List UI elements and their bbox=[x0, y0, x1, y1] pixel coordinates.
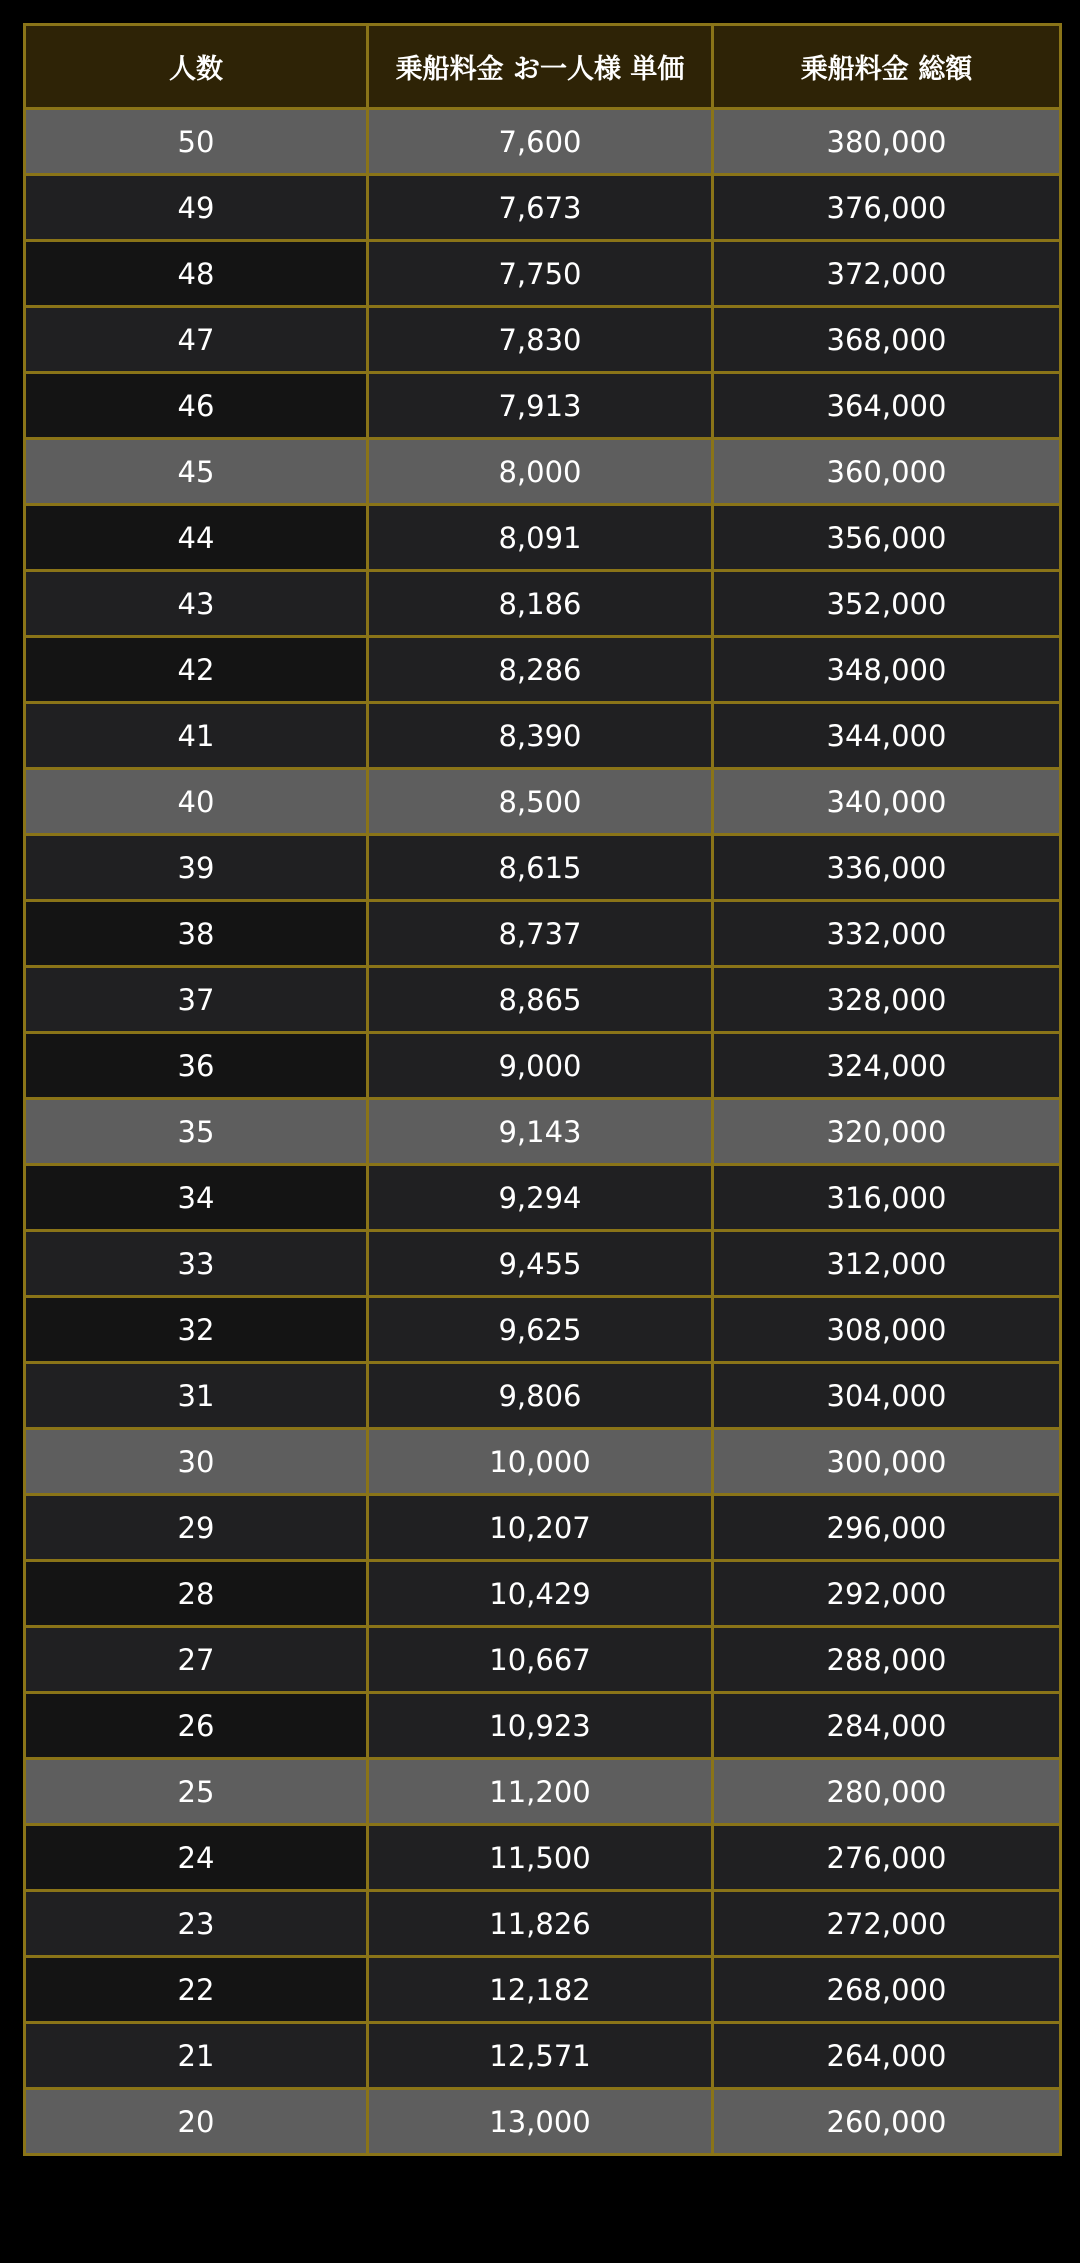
table-row bbox=[25, 637, 1061, 703]
cell-people-count: 29 bbox=[25, 1495, 368, 1561]
cell-unit-price: 7,830 bbox=[368, 307, 713, 373]
cell-people-count: 27 bbox=[25, 1627, 368, 1693]
cell-total-price: 320,000 bbox=[713, 1099, 1061, 1165]
table-row bbox=[25, 1033, 1061, 1099]
cell-unit-price: 10,667 bbox=[368, 1627, 713, 1693]
cell-total-price: 260,000 bbox=[713, 2089, 1061, 2155]
cell-total-price: 296,000 bbox=[713, 1495, 1061, 1561]
cell-total-price: 268,000 bbox=[713, 1957, 1061, 2023]
cell-total-price: 316,000 bbox=[713, 1165, 1061, 1231]
cell-unit-price: 12,571 bbox=[368, 2023, 713, 2089]
cell-total-price: 344,000 bbox=[713, 703, 1061, 769]
cell-total-price: 300,000 bbox=[713, 1429, 1061, 1495]
cell-total-price: 356,000 bbox=[713, 505, 1061, 571]
table-row bbox=[25, 307, 1061, 373]
cell-total-price: 276,000 bbox=[713, 1825, 1061, 1891]
cell-total-price: 368,000 bbox=[713, 307, 1061, 373]
cell-people-count: 45 bbox=[25, 439, 368, 505]
cell-people-count: 38 bbox=[25, 901, 368, 967]
cell-people-count: 50 bbox=[25, 109, 368, 175]
cell-people-count: 22 bbox=[25, 1957, 368, 2023]
cell-unit-price: 8,615 bbox=[368, 835, 713, 901]
cell-people-count: 25 bbox=[25, 1759, 368, 1825]
cell-unit-price: 12,182 bbox=[368, 1957, 713, 2023]
cell-unit-price: 9,625 bbox=[368, 1297, 713, 1363]
cell-unit-price: 8,091 bbox=[368, 505, 713, 571]
table-row bbox=[25, 505, 1061, 571]
cell-people-count: 43 bbox=[25, 571, 368, 637]
cell-total-price: 328,000 bbox=[713, 967, 1061, 1033]
cell-unit-price: 8,737 bbox=[368, 901, 713, 967]
cell-people-count: 42 bbox=[25, 637, 368, 703]
cell-people-count: 37 bbox=[25, 967, 368, 1033]
table-row bbox=[25, 1957, 1061, 2023]
table-row bbox=[25, 109, 1061, 175]
cell-total-price: 332,000 bbox=[713, 901, 1061, 967]
cell-unit-price: 8,286 bbox=[368, 637, 713, 703]
cell-unit-price: 10,429 bbox=[368, 1561, 713, 1627]
table-header-row bbox=[25, 25, 1061, 109]
cell-total-price: 280,000 bbox=[713, 1759, 1061, 1825]
cell-people-count: 44 bbox=[25, 505, 368, 571]
table-row bbox=[25, 439, 1061, 505]
cell-unit-price: 8,186 bbox=[368, 571, 713, 637]
cell-total-price: 292,000 bbox=[713, 1561, 1061, 1627]
cell-total-price: 348,000 bbox=[713, 637, 1061, 703]
cell-unit-price: 11,826 bbox=[368, 1891, 713, 1957]
cell-total-price: 264,000 bbox=[713, 2023, 1061, 2089]
table-row bbox=[25, 373, 1061, 439]
cell-people-count: 49 bbox=[25, 175, 368, 241]
table-row bbox=[25, 835, 1061, 901]
table-body bbox=[25, 109, 1061, 2155]
cell-unit-price: 9,000 bbox=[368, 1033, 713, 1099]
cell-total-price: 352,000 bbox=[713, 571, 1061, 637]
cell-unit-price: 10,207 bbox=[368, 1495, 713, 1561]
cell-unit-price: 9,143 bbox=[368, 1099, 713, 1165]
table-row bbox=[25, 241, 1061, 307]
cell-people-count: 31 bbox=[25, 1363, 368, 1429]
table-row bbox=[25, 1693, 1061, 1759]
table-row bbox=[25, 1099, 1061, 1165]
cell-unit-price: 10,923 bbox=[368, 1693, 713, 1759]
cell-total-price: 284,000 bbox=[713, 1693, 1061, 1759]
table-row bbox=[25, 2089, 1061, 2155]
cell-unit-price: 11,500 bbox=[368, 1825, 713, 1891]
header-total-price: 乗船料金 総額 bbox=[713, 25, 1061, 109]
header-people-count: 人数 bbox=[25, 25, 368, 109]
table-row bbox=[25, 967, 1061, 1033]
cell-unit-price: 10,000 bbox=[368, 1429, 713, 1495]
cell-people-count: 23 bbox=[25, 1891, 368, 1957]
cell-unit-price: 8,865 bbox=[368, 967, 713, 1033]
cell-total-price: 360,000 bbox=[713, 439, 1061, 505]
table-row bbox=[25, 1759, 1061, 1825]
table-row bbox=[25, 1561, 1061, 1627]
cell-unit-price: 8,390 bbox=[368, 703, 713, 769]
cell-people-count: 35 bbox=[25, 1099, 368, 1165]
cell-people-count: 48 bbox=[25, 241, 368, 307]
cell-people-count: 24 bbox=[25, 1825, 368, 1891]
cell-people-count: 34 bbox=[25, 1165, 368, 1231]
cell-people-count: 20 bbox=[25, 2089, 368, 2155]
cell-total-price: 340,000 bbox=[713, 769, 1061, 835]
table-row bbox=[25, 1429, 1061, 1495]
cell-total-price: 304,000 bbox=[713, 1363, 1061, 1429]
table-row bbox=[25, 703, 1061, 769]
cell-people-count: 39 bbox=[25, 835, 368, 901]
cell-unit-price: 7,913 bbox=[368, 373, 713, 439]
cell-people-count: 33 bbox=[25, 1231, 368, 1297]
table-row bbox=[25, 1165, 1061, 1231]
cell-total-price: 336,000 bbox=[713, 835, 1061, 901]
cell-total-price: 308,000 bbox=[713, 1297, 1061, 1363]
table-row bbox=[25, 571, 1061, 637]
cell-total-price: 312,000 bbox=[713, 1231, 1061, 1297]
cell-total-price: 372,000 bbox=[713, 241, 1061, 307]
cell-people-count: 41 bbox=[25, 703, 368, 769]
cell-people-count: 30 bbox=[25, 1429, 368, 1495]
table-row bbox=[25, 175, 1061, 241]
table-row bbox=[25, 1297, 1061, 1363]
cell-unit-price: 7,600 bbox=[368, 109, 713, 175]
table-row bbox=[25, 1825, 1061, 1891]
cell-unit-price: 7,673 bbox=[368, 175, 713, 241]
cell-people-count: 46 bbox=[25, 373, 368, 439]
table-row bbox=[25, 1627, 1061, 1693]
table-row bbox=[25, 901, 1061, 967]
cell-unit-price: 9,806 bbox=[368, 1363, 713, 1429]
table-row bbox=[25, 2023, 1061, 2089]
cell-unit-price: 11,200 bbox=[368, 1759, 713, 1825]
table-row bbox=[25, 1495, 1061, 1561]
cell-people-count: 36 bbox=[25, 1033, 368, 1099]
cell-total-price: 364,000 bbox=[713, 373, 1061, 439]
cell-people-count: 40 bbox=[25, 769, 368, 835]
cell-total-price: 324,000 bbox=[713, 1033, 1061, 1099]
table-row bbox=[25, 769, 1061, 835]
cell-people-count: 28 bbox=[25, 1561, 368, 1627]
cell-total-price: 380,000 bbox=[713, 109, 1061, 175]
cell-unit-price: 8,000 bbox=[368, 439, 713, 505]
cell-total-price: 272,000 bbox=[713, 1891, 1061, 1957]
cell-people-count: 26 bbox=[25, 1693, 368, 1759]
cell-unit-price: 9,455 bbox=[368, 1231, 713, 1297]
boarding-fee-table bbox=[23, 23, 1062, 2156]
table-row bbox=[25, 1363, 1061, 1429]
table-row bbox=[25, 1891, 1061, 1957]
table-row bbox=[25, 1231, 1061, 1297]
cell-total-price: 376,000 bbox=[713, 175, 1061, 241]
cell-unit-price: 13,000 bbox=[368, 2089, 713, 2155]
cell-people-count: 32 bbox=[25, 1297, 368, 1363]
cell-unit-price: 9,294 bbox=[368, 1165, 713, 1231]
cell-people-count: 47 bbox=[25, 307, 368, 373]
cell-unit-price: 7,750 bbox=[368, 241, 713, 307]
cell-people-count: 21 bbox=[25, 2023, 368, 2089]
header-unit-price: 乗船料金 お一人様 単価 bbox=[368, 25, 713, 109]
cell-unit-price: 8,500 bbox=[368, 769, 713, 835]
cell-total-price: 288,000 bbox=[713, 1627, 1061, 1693]
